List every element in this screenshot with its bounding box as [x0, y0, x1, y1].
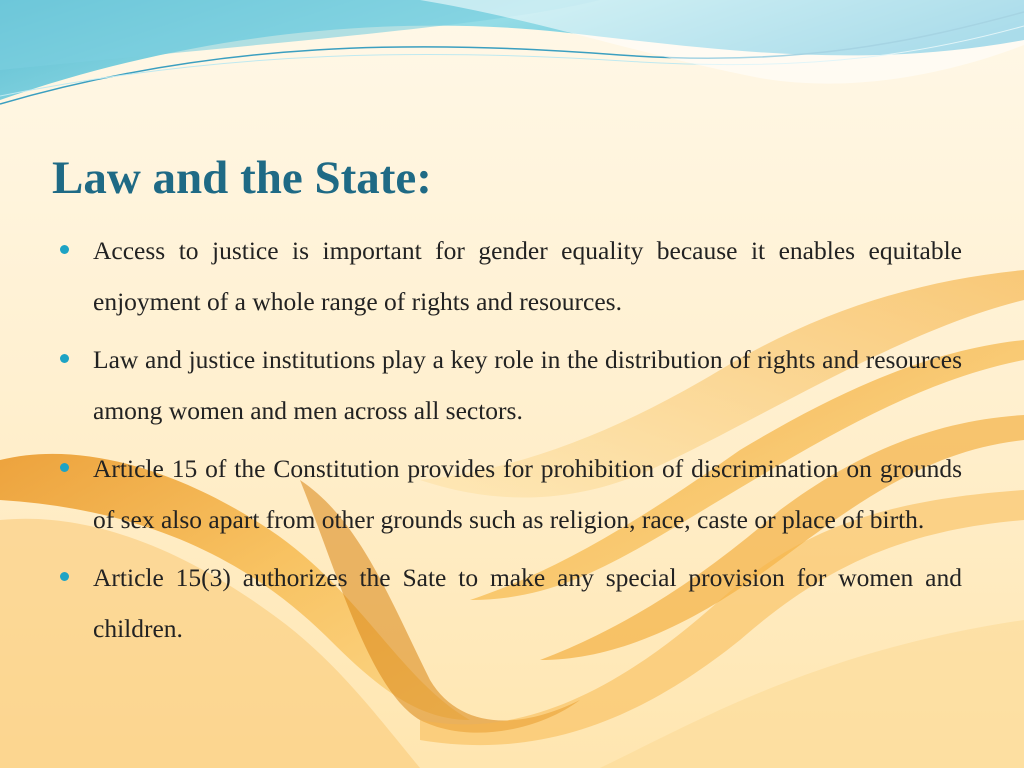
bullet-item	[60, 334, 962, 436]
bullet-dot-icon	[60, 354, 69, 363]
bullet-dot-icon	[60, 245, 69, 254]
bullet-item	[60, 443, 962, 545]
bullet-dot-icon	[60, 572, 69, 581]
slide-title: Law and the State:	[52, 152, 432, 204]
bullet-text: Law and justice institutions play a key role in the distribution of rights and resources among women and men across all sectors.	[93, 345, 962, 425]
bullet-text: Article 15(3) authorizes the Sate to make any special provision for women and children.	[93, 563, 962, 643]
bullet-dot-icon	[60, 463, 69, 472]
bullet-list	[60, 225, 962, 661]
bullet-item	[60, 552, 962, 654]
bullet-text: Access to justice is important for gender equality because it enables equitable enjoyment of a whole range of rights and resources.	[93, 236, 962, 316]
bullet-item	[60, 225, 962, 327]
bullet-text: Article 15 of the Constitution provides for prohibition of discrimination on grounds of sex also apart from other grounds such as religion, race, caste or place of birth.	[93, 454, 962, 534]
